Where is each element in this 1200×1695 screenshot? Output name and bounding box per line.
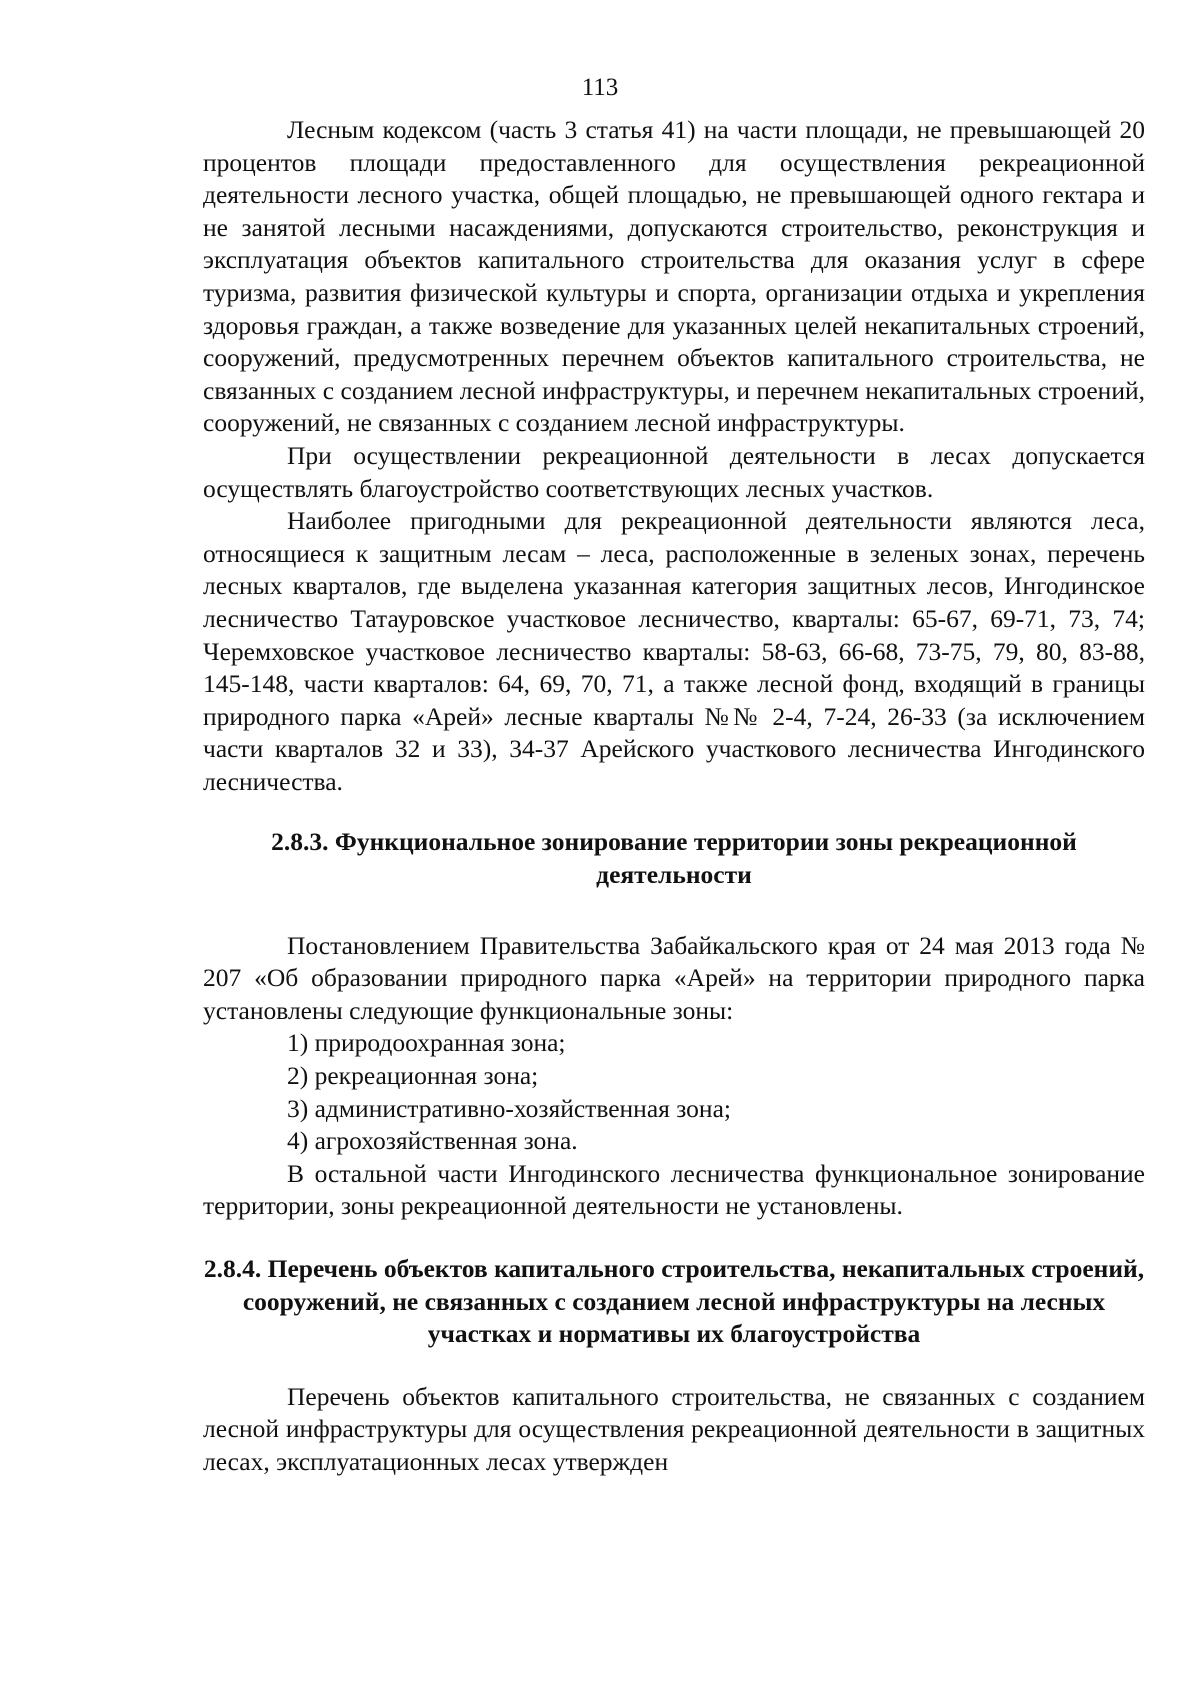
zones-list [203, 1027, 1145, 1157]
list-item: 3) административно-хозяйственная зона; [287, 1093, 731, 1123]
paragraph-zoning-not-set: В остальной части Ингодинского лесничества функциональное зонирование территории, зоны рекреационной деятельности не установлены. [203, 1158, 1145, 1221]
paragraph-forest-code: Лесным кодексом (часть 3 статья 41) на части площади, не превышающей 20 процентов площади предоставленного для осуществления рекреационной деятельности лесного участка, общей площадью, не превышающей одного гектара и не занятой лесными насаждениями, допускаются строительство, реконструкция и эксплуатация объектов капитального строительства для оказания услуг в сфере туризма, развития физической культуры и спорта, организации отдыха и укрепления здоровья граждан, а также возведение для указанных целей некапитальных строений, сооружений, предусмотренных перечнем объектов капитального строительства, не связанных с созданием лесной инфраструктуры, и перечнем некапитальных строений, сооружений, не связанных с созданием лесной инфраструктуры. [203, 115, 1145, 438]
document-body [203, 114, 1145, 1479]
section-heading-2-8-4: 2.8.4. Перечень объектов капитального строительства, некапитальных строений, сооружений, не связанных с созданием лесной инфраструктуры на лесных участках и нормативы их благоустройства [203, 1254, 1145, 1349]
paragraph-decree: Постановлением Правительства Забайкальского края от 24 мая 2013 года № 207 «Об образовании природного парка «Арей» на территории природного парка установлены следующие функциональные зоны: [203, 930, 1145, 1025]
page-number: 113 [581, 74, 619, 101]
paragraph-suitable-forests: Наиболее пригодными для рекреационной деятельности являются леса, относящиеся к защитным лесам – леса, расположенные в зеленых зонах, перечень лесных кварталов, где выделена указанная категория защитных лесов, Ингодинское лесничество Татауровское участковое лесничество, кварталы: 65-67, 69-71, 73, 74; Черемховское участковое лесничество кварталы: 58-63, 66-68, 73-75, 79, 80, 83-88, 145-148, части кварталов: 64, 69, 70, 71, а также лесной фонд, входящий в границы природного парка «Арей» лесные кварталы №№ 2-4, 7-24, 26-33 (за исключением части кварталов 32 и 33), 34-37 Арейского участкового лесничества Ингодинского лесничества. [203, 506, 1145, 796]
list-item: 4) агрохозяйственная зона. [287, 1126, 578, 1156]
list-item: 1) природоохранная зона; [287, 1028, 566, 1058]
section-heading-2-8-3: 2.8.3. Функциональное зонирование территории зоны рекреационной деятельности [271, 827, 1077, 890]
paragraph-objects-list: Перечень объектов капитального строительства, не связанных с созданием лесной инфраструктуры для осуществления рекреационной деятельности в защитных лесах, эксплуатационных лесах утвержден [203, 1381, 1145, 1476]
list-item: 2) рекреационная зона; [287, 1061, 539, 1091]
paragraph-landscaping: При осуществлении рекреационной деятельности в лесах допускается осуществлять благоустройство соответствующих лесных участков. [203, 440, 1145, 503]
